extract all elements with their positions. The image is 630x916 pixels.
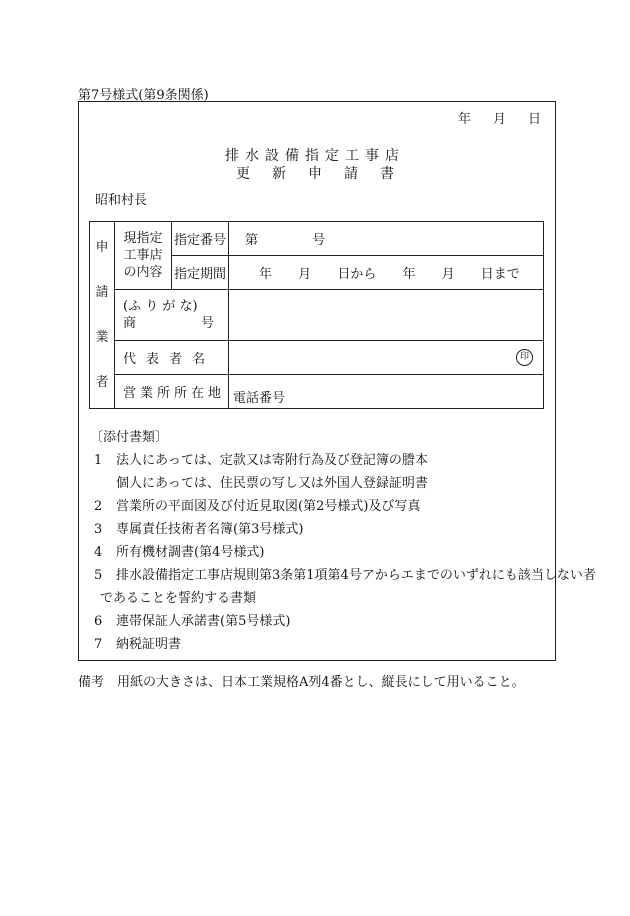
attachment-item: 1 法人にあっては、定款又は寄附行為及び登記簿の謄本 <box>94 453 428 468</box>
designation-period-label: 指定期間 <box>172 256 229 290</box>
applicant-table <box>89 221 544 409</box>
designation-period-field[interactable]: 年 月 日から 年 月 日まで <box>229 256 544 290</box>
attachment-item: 7 納税証明書 <box>94 637 182 652</box>
representative-field[interactable] <box>229 341 544 375</box>
addressee: 昭和村長 <box>95 193 148 208</box>
representative-label: 代表者名 <box>115 341 229 375</box>
designation-number-label: 指定番号 <box>172 222 229 256</box>
seal-mark: 印 <box>516 349 533 366</box>
office-location-label: 営業所所在地 <box>115 375 229 409</box>
applicant-char: 業 <box>95 330 109 345</box>
form-label: 第7号様式(第9条関係) <box>78 88 209 103</box>
title-line2: 更新申請書 <box>236 166 416 182</box>
designation-number-field[interactable]: 第 号 <box>229 222 544 256</box>
remarks-note: 備考 用紙の大きさは、日本工業規格A列4番とし、縦長にして用いること。 <box>78 675 525 690</box>
attachment-item: 個人にあっては、住民票の写し又は外国人登録証明書 <box>116 476 428 491</box>
attachment-item: 2 営業所の平面図及び付近見取図(第2号様式)及び写真 <box>94 499 421 514</box>
applicant-label <box>90 222 115 409</box>
attachment-item: であることを誓約する書類 <box>100 591 257 606</box>
phone-label: 電話番号 <box>233 391 286 406</box>
date-day: 日 <box>528 112 542 127</box>
attachment-item: 5 排水設備指定工事店規則第3条第1項第4号アからエまでのいずれにも該当しない者 <box>94 568 596 583</box>
attachment-item: 3 専属責任技術者名簿(第3号様式) <box>94 522 304 537</box>
applicant-char: 者 <box>95 375 109 390</box>
trade-name-field[interactable] <box>229 290 544 341</box>
office-location-field[interactable] <box>229 375 544 409</box>
current-store-label: 現指定 工事店 の内容 <box>115 222 172 290</box>
applicant-char: 請 <box>95 285 109 300</box>
date-month: 月 <box>493 112 507 127</box>
title-line1: 排水設備指定工事店 <box>225 148 405 164</box>
attachment-item: 6 連帯保証人承諾書(第5号様式) <box>94 614 291 629</box>
attachments-heading: 〔添付書類〕 <box>90 430 169 445</box>
attachment-item: 4 所有機材調書(第4号様式) <box>94 545 265 560</box>
date-year: 年 <box>458 112 472 127</box>
trade-name-label: (ふ り が な) 商 号 <box>115 290 229 341</box>
applicant-char: 申 <box>95 240 109 255</box>
